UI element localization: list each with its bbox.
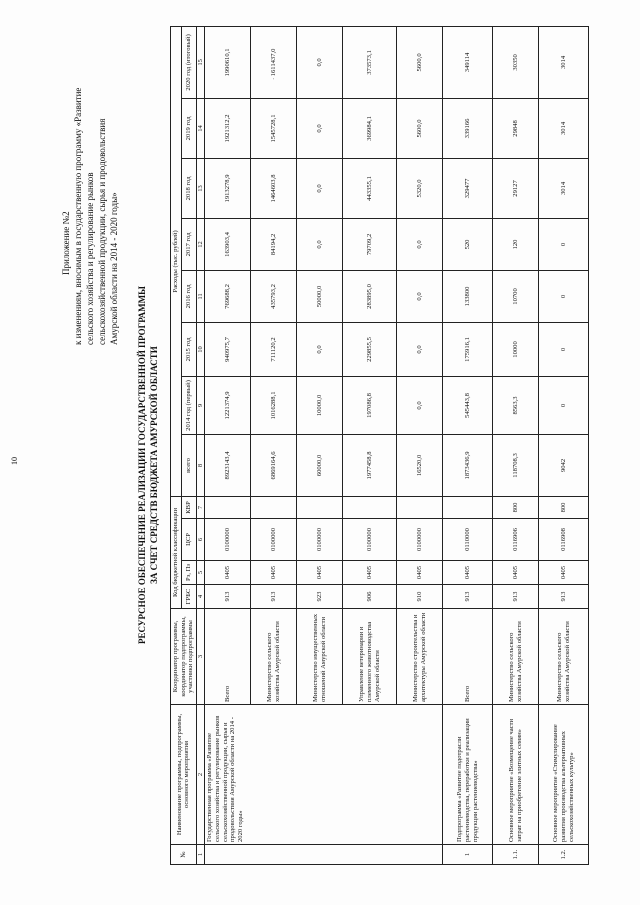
colnum: 13 [196,158,205,218]
total: 1873436,9 [443,434,493,496]
table-row-program-total [205,26,251,864]
y2015: 10000 [493,322,539,376]
total: 118708,3 [493,434,539,496]
y2016: 0 [539,270,589,322]
colnum: 12 [196,218,205,270]
y2018: 29127 [493,158,539,218]
header-year-2017: 2017 год [181,218,196,270]
y2016: 50000,0 [297,270,343,322]
coordinator: Всего [205,609,251,705]
y2016: 133800 [443,270,493,322]
y2018: 0,0 [297,158,343,218]
page-number: 10 [10,457,19,465]
header-grbs: ГРБС [181,585,196,609]
colnum: 3 [196,609,205,705]
table-row-1-1 [493,26,539,864]
y2017: 520 [443,218,493,270]
header-year-2015: 2015 год [181,322,196,376]
total: 1977458,8 [343,434,397,496]
appendix-line-3: сельского хозяйства и регулирование рынков [85,172,95,345]
y2020: 3014 [539,26,589,98]
csr: 0100000 [297,519,343,561]
header-expenses: Расходы (тыс. рублей) [171,26,182,496]
grbs: 913 [443,585,493,609]
scan-mark: · [270,77,278,80]
colnum: 10 [196,322,205,376]
y2015: 229855,5 [343,322,397,376]
kvr [397,496,443,518]
y2018: 443355,1 [343,158,397,218]
y2017: 79709,2 [343,218,397,270]
y2015: 0,0 [397,322,443,376]
csr: 0110000 [443,519,493,561]
header-year-2019: 2019 год [181,98,196,158]
coordinator: Министерство строительства и архитектуры Амурской области [397,609,443,705]
grbs: 923 [297,585,343,609]
header-total: всего [181,434,196,496]
y2020: 1990610,1 [205,26,251,98]
header-budget-code: Код бюджетной классификации [171,496,182,608]
resource-table [170,26,589,865]
y2014: 545443,8 [443,376,493,434]
y2020: 349114 [443,26,493,98]
rzpz: 0405 [493,561,539,585]
colnum: 9 [196,376,205,434]
y2019: 1921312,2 [205,98,251,158]
title-line-1: РЕСУРСНОЕ ОБЕСПЕЧЕНИЕ РЕАЛИЗАЦИИ ГОСУДАРСТВЕННОЙ ПРОГРАММЫ [137,286,147,644]
csr: 0116906 [493,519,539,561]
header-name: Наименование программы, подпрограммы, основного мероприятия [171,705,197,845]
coordinator: Управление ветеринарии и племенного животноводства Амурской области [343,609,397,705]
row-num: 1.1. [493,845,539,865]
colnum: 8 [196,434,205,496]
y2019: 5600,0 [397,98,443,158]
appendix-line-5: Амурской области на 2014 - 2020 годы» [109,192,119,345]
grbs: 906 [343,585,397,609]
grbs: 913 [493,585,539,609]
grbs: 913 [539,585,589,609]
total: 60000,0 [297,434,343,496]
y2019: 339166 [443,98,493,158]
y2017: 120 [493,218,539,270]
table-row-subprogram-1 [443,26,493,864]
colnum: 7 [196,496,205,518]
kvr [297,496,343,518]
activity-name: Основное мероприятие «Возмещение части затрат на приобретение элитных семян» [493,705,539,845]
y2020: 1611437,0 [251,26,297,98]
rzpz: 0405 [297,561,343,585]
y2020: 373573,1 [343,26,397,98]
kvr: 800 [493,496,539,518]
header-year-2016: 2016 год [181,270,196,322]
y2014: 10000,0 [297,376,343,434]
csr: 0100000 [251,519,297,561]
row-num [205,845,443,865]
csr: 0100000 [397,519,443,561]
y2019: 29848 [493,98,539,158]
coordinator: Всего [443,609,493,705]
total: 8923143,4 [205,434,251,496]
y2015: 0 [539,322,589,376]
kvr [205,496,251,518]
y2019: 1545728,1 [251,98,297,158]
colnum: 15 [196,26,205,98]
y2015: 711120,2 [251,322,297,376]
y2015: 940975,7 [205,322,251,376]
header-year-2014: 2014 год (первый) [181,376,196,434]
colnum: 6 [196,519,205,561]
kvr: 800 [539,496,589,518]
csr: 0116908 [539,519,589,561]
table-row-1-2 [539,26,589,864]
appendix-line-4: сельскохозяйственной продукции, сырья и продовольствия [97,118,107,345]
header-row-1 [171,26,182,864]
total: 9042 [539,434,589,496]
kvr [443,496,493,518]
y2018: 1464603,8 [251,158,297,218]
y2016: 10700 [493,270,539,322]
title-line-2: ЗА СЧЕТ СРЕДСТВ БЮДЖЕТА АМУРСКОЙ ОБЛАСТИ [149,346,159,584]
appendix-line-1: Приложение №2 [61,211,71,275]
y2017: 163903,4 [205,218,251,270]
activity-name: Основное мероприятие «Стимулирование развития производства альтернативных сельскохозяйственных культур» [539,705,589,845]
y2019: 0,0 [297,98,343,158]
colnum: 14 [196,98,205,158]
coordinator: Министерство сельского хозяйства Амурской области [493,609,539,705]
header-kvr: КВР [181,496,196,518]
colnum: 4 [196,585,205,609]
y2018: 5320,0 [397,158,443,218]
grbs: 910 [397,585,443,609]
y2019: 3014 [539,98,589,158]
y2017: 0,0 [397,218,443,270]
y2018: 1913278,9 [205,158,251,218]
row-num: 1.2. [539,845,589,865]
y2014: 1221374,9 [205,376,251,434]
y2016: 769688,2 [205,270,251,322]
kvr [343,496,397,518]
grbs: 913 [205,585,251,609]
colnum: 11 [196,270,205,322]
total: 16520,0 [397,434,443,496]
y2020: 5600,0 [397,26,443,98]
column-number-row [196,26,205,864]
y2017: 0 [539,218,589,270]
y2017: 0,0 [297,218,343,270]
header-year-2018: 2018 год [181,158,196,218]
appendix-header [60,45,120,345]
y2018: 329477 [443,158,493,218]
y2014: 1016288,1 [251,376,297,434]
subprogram-name: Подпрограмма «Развитие подотрасли растениеводства, переработки и реализации продукции растениеводства» [443,705,493,845]
rzpz: 0405 [343,561,397,585]
coordinator: Министерство сельского хозяйства Амурской области [539,609,589,705]
program-name: Государственная программа «Развитие сельского хозяйства и регулирование рынков сельскохозяйственной продукции, сырья и продовольствия Амурской области на 2014 - 2020 годы» [205,705,443,845]
y2015: 175916,1 [443,322,493,376]
colnum: 1 [196,845,205,865]
y2014: 0 [539,376,589,434]
y2020: 30350 [493,26,539,98]
rzpz: 0405 [397,561,443,585]
grbs: 913 [251,585,297,609]
y2015: 0,0 [297,322,343,376]
y2019: 369984,1 [343,98,397,158]
header-rzpz: Рз, Пз [181,561,196,585]
colnum: 2 [196,705,205,845]
csr: 0100000 [343,519,397,561]
total: 6869164,6 [251,434,297,496]
rzpz: 0405 [251,561,297,585]
kvr [251,496,297,518]
header-coordinator: Координатор программы, координатор подпрограммы, участники подпрограммы [171,609,197,705]
y2017: 84194,2 [251,218,297,270]
coordinator: Министерство имущественных отношений Амурской области [297,609,343,705]
colnum: 5 [196,561,205,585]
y2014: 0,0 [397,376,443,434]
rzpz: 0405 [205,561,251,585]
header-num: № [171,845,197,865]
document-title [136,155,160,775]
coordinator: Министерство сельского хозяйства Амурской области [251,609,297,705]
y2014: 8563,3 [493,376,539,434]
rzpz: 0405 [539,561,589,585]
csr: 0100000 [205,519,251,561]
row-num: 1 [443,845,493,865]
rzpz: 0405 [443,561,493,585]
y2018: 3014 [539,158,589,218]
y2016: 283895,0 [343,270,397,322]
appendix-line-2: к изменениям, вносимым в государственную программу «Развитие [73,87,83,345]
header-csr: ЦСР [181,519,196,561]
y2016: 0,0 [397,270,443,322]
y2014: 197086,8 [343,376,397,434]
y2020: 0,0 [297,26,343,98]
header-year-2020: 2020 год (итоговый) [181,26,196,98]
y2016: 435793,2 [251,270,297,322]
